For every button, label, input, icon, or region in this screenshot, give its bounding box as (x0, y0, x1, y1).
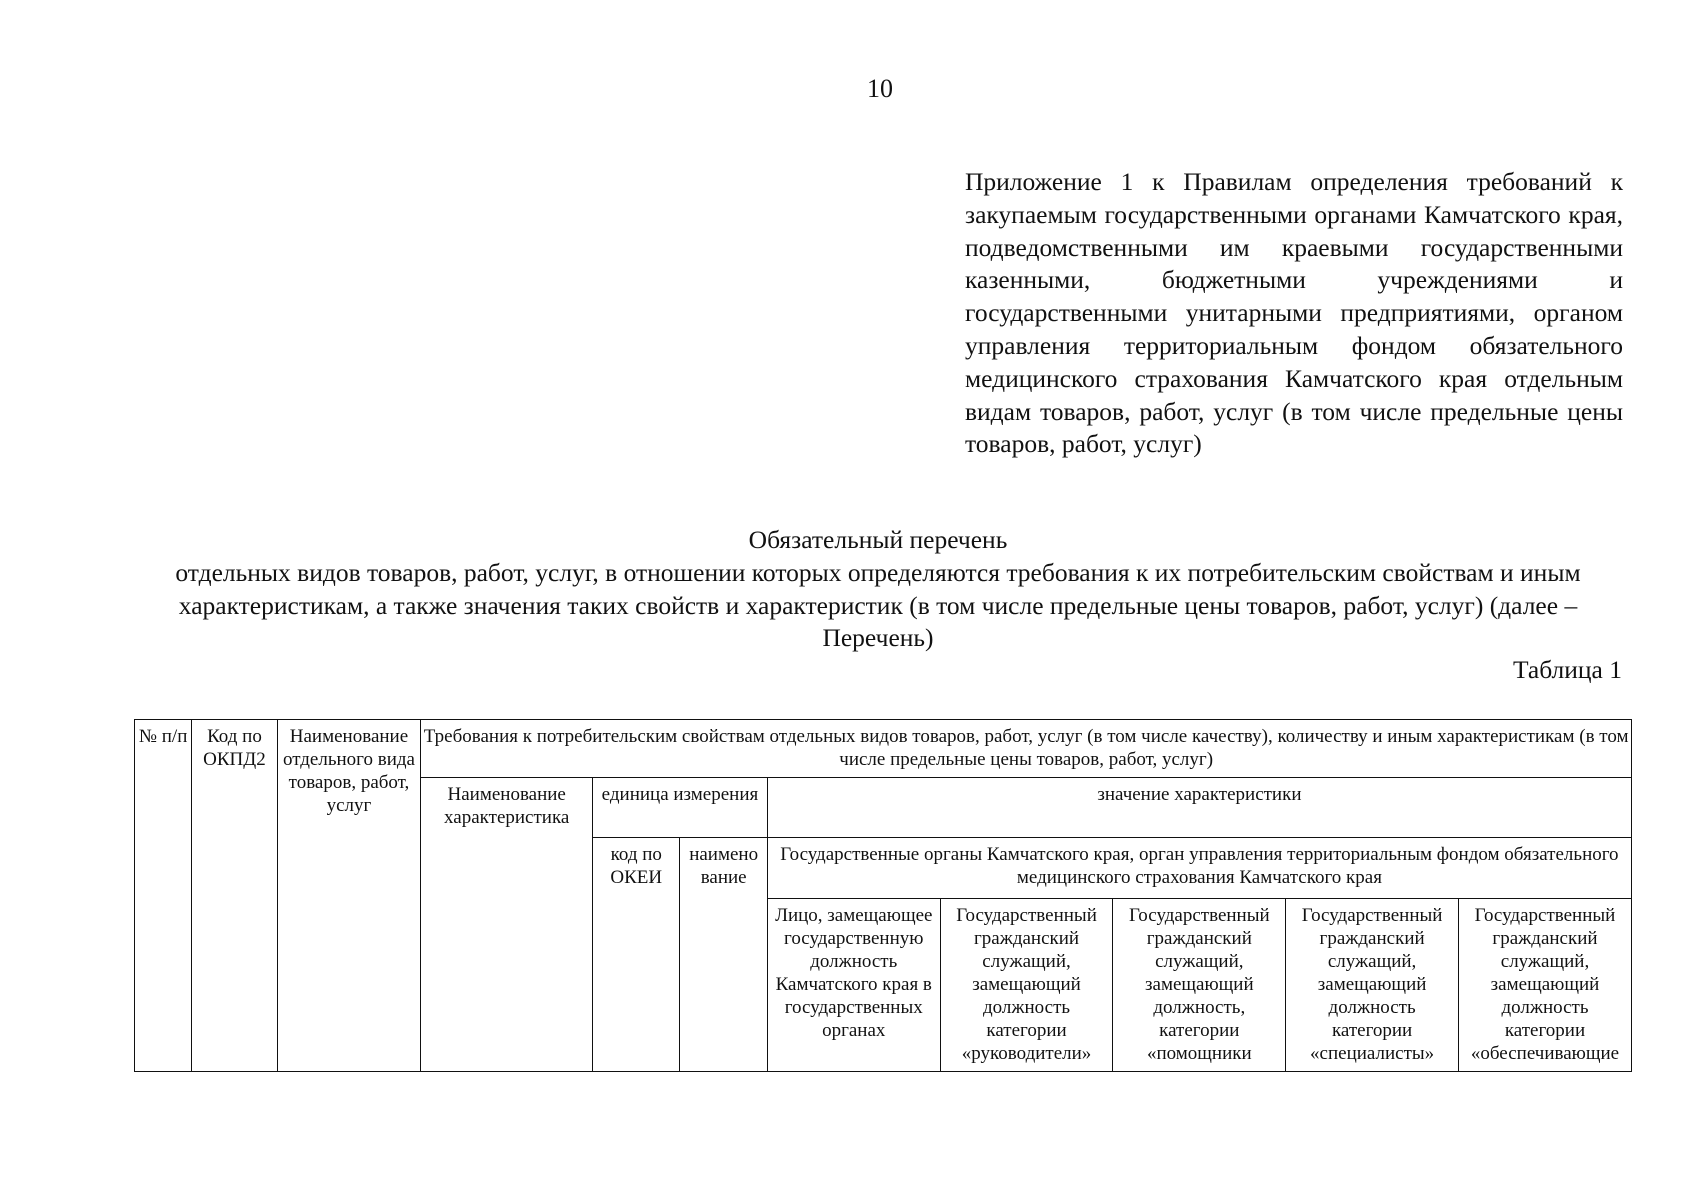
document-title-main: Обязательный перечень (748, 525, 1008, 554)
header-category-supporting: Государственный гражданский служащий, замещающий должность категории «обеспечивающие (1458, 899, 1631, 1072)
table-caption: Таблица 1 (1512, 655, 1622, 684)
document-title-subtitle: отдельных видов товаров, работ, услуг, в отношении которых определяются требования к их потребительским свойствам и иным характеристикам, а также значения таких свойств и характеристик (в том числе предельные цены товаров, работ, услуг) (далее – Перечень) (175, 557, 1581, 653)
header-government-bodies: Государственные органы Камчатского края, орган управления территориальным фондом обязательного медицинского страхования Камчатского края (767, 838, 1631, 899)
header-category-managers: Государственный гражданский служащий, замещающий должность категории «руководители» (940, 899, 1113, 1072)
header-unit: единица измерения (593, 778, 768, 838)
header-number: № п/п (135, 720, 192, 1072)
header-okpd2-code: Код по ОКПД2 (192, 720, 277, 1072)
header-category-assistants: Государственный гражданский служащий, замещающий должность, категории «помощники (1113, 899, 1286, 1072)
header-requirements: Требования к потребительским свойствам отдельных видов товаров, работ, услуг (в том числе качеству), количеству и иным характеристикам (в том числе предельные цены товаров, работ, услуг) (421, 720, 1632, 778)
header-characteristic-value: значение характеристики (767, 778, 1631, 838)
header-category-specialists: Государственный гражданский служащий, замещающий должность категории «специалисты» (1286, 899, 1459, 1072)
header-okei-code: код по ОКЕИ (593, 838, 680, 1072)
appendix-note: Приложение 1 к Правилам определения требований к закупаемым государственными органами Камчатского края, подведомственными им краевыми государственными казенными, бюджетными учреждениями и государственными унитарными предприятиями, органом управления территориальным фондом обязательного медицинского страхования Камчатского края отдельным видам товаров, работ, услуг (в том числе предельные цены товаров, работ, услуг) (965, 167, 1623, 459)
header-characteristic-name: Наименование характеристика (421, 778, 593, 1072)
header-item-name: Наименование отдельного вида товаров, работ, услуг (277, 720, 421, 1072)
document-title (130, 524, 1626, 655)
page-number: 10 (867, 74, 893, 103)
header-category-state-position: Лицо, замещающее государственную должность Камчатского края в государственных органах (767, 899, 940, 1072)
header-unit-name: наимено вание (680, 838, 767, 1072)
requirements-table (134, 719, 1632, 1072)
